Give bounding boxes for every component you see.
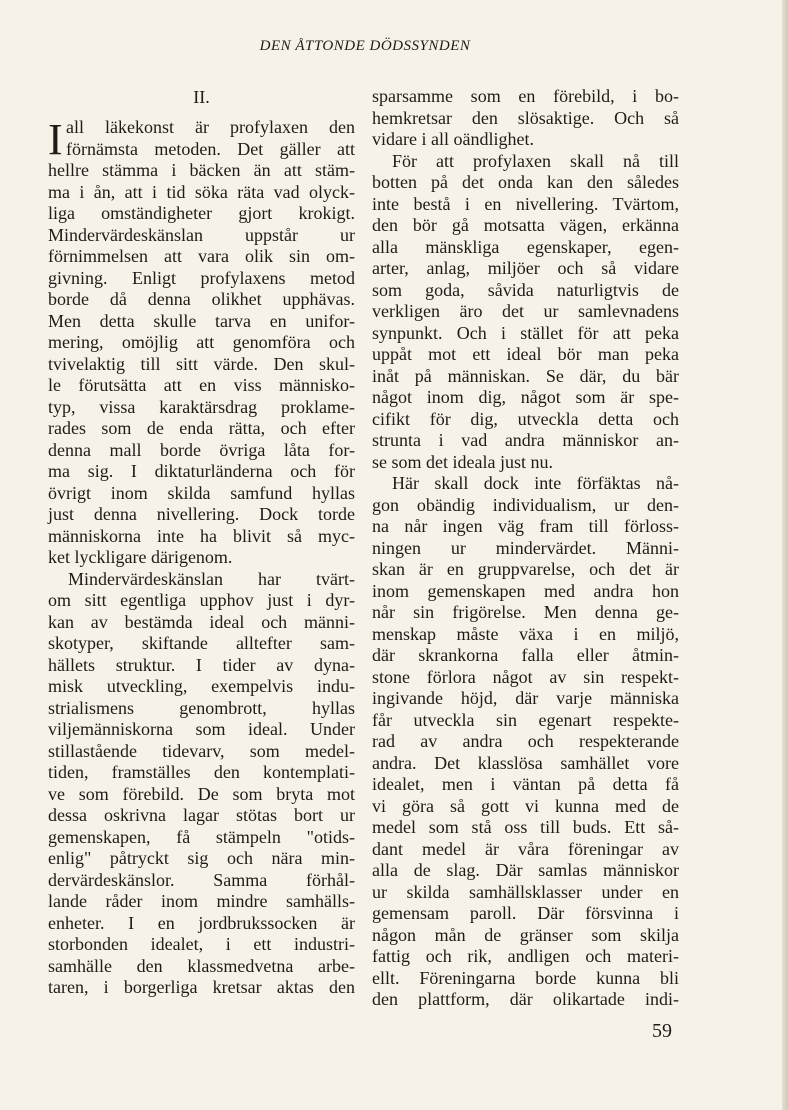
- text-line: vi göra så gott vi kunna med de: [372, 795, 679, 816]
- text-line: alla mänskliga egenskaper, egen-: [372, 236, 679, 257]
- text-line: dessa oskrivna lagar stötas bort ur: [48, 805, 355, 825]
- text-line: inåt på människan. Se där, du bär: [372, 365, 679, 386]
- text-line: ur skilda samhällsklasser under en: [372, 881, 679, 902]
- text-line: hellre stämma i bäcken än att stäm-: [48, 160, 355, 180]
- text-line: rades som de enda rätta, och efter: [48, 418, 355, 438]
- text-line: idealet, men i väntan på detta få: [372, 774, 679, 794]
- text-line: stillastående tidevarv, som medel-: [48, 740, 355, 761]
- text-line: medel som stå oss till buds. Ett så-: [372, 817, 679, 837]
- text-line: fattig och rik, andligen och materi-: [372, 946, 679, 966]
- text-line: enheter. I en jordbrukssocken är: [48, 912, 355, 933]
- paragraph: [372, 86, 679, 151]
- text-line: där skrankorna falla eller åtmin-: [372, 645, 679, 665]
- text-line: gon obändig individualism, ur den-: [372, 494, 679, 515]
- section-number: II.: [193, 87, 210, 107]
- paragraph: [48, 569, 355, 999]
- text-line: Mindervärdeskänslan uppstår ur: [48, 224, 355, 245]
- text-line: den plattform, där olikartade indi-: [372, 989, 679, 1009]
- text-line: givning. Enligt profylaxens metod: [48, 267, 355, 288]
- text-line: lande råder inom mindre samhälls-: [48, 891, 355, 911]
- text-line: taren, i borgerliga kretsar aktas den: [48, 977, 355, 997]
- text-line: borde då denna olikhet upphävas.: [48, 289, 355, 309]
- left-column: [48, 117, 355, 999]
- text-line: förnämsta metoden. Det gäller att: [66, 138, 355, 159]
- text-line: sparsamme som en förebild, i bo-: [372, 86, 679, 106]
- text-line: se som det ideala just nu.: [372, 451, 553, 472]
- right-column: [372, 86, 679, 1011]
- running-header: DEN ÅTTONDE DÖDSSYNDEN: [259, 38, 471, 54]
- text-line: något inom dig, något som är spe-: [372, 387, 679, 407]
- paragraph: [48, 117, 355, 569]
- text-line: om sitt egentliga upphov just i dyr-: [48, 590, 355, 610]
- text-line: ingivande höjd, där varje människa: [372, 688, 679, 708]
- text-line: hemkretsar den slösaktige. Och så: [372, 107, 679, 128]
- text-line: ningen ur mindervärdet. Männi-: [372, 537, 679, 558]
- text-line: arter, anlag, miljöer och så vidare: [372, 258, 679, 278]
- text-line: mering, omöjlig att genomföra och: [48, 332, 355, 352]
- text-line: strunta i vad andra människor an-: [372, 430, 679, 450]
- text-line: den bör gå motsatta vägen, erkänna: [372, 215, 679, 235]
- text-line: Men detta skulle tarva en unifor-: [48, 310, 355, 331]
- text-line: all läkekonst är profylaxen den: [66, 117, 355, 137]
- text-line: kan av bestämda ideal och männi-: [48, 611, 355, 632]
- text-line: dervärdeskänslor. Samma förhål-: [48, 869, 355, 890]
- text-line: cifikt för dig, utveckla detta och: [372, 408, 679, 429]
- text-line: alla de slag. Där samlas människor: [372, 860, 679, 880]
- text-line: andra. Det klasslösa samhället vore: [372, 752, 679, 773]
- text-line: Mindervärdeskänslan har tvärt-: [68, 568, 355, 589]
- text-line: För att profylaxen skall nå till: [392, 150, 679, 171]
- text-line: storbonden idealet, i ett industri-: [48, 934, 355, 954]
- text-line: skotyper, skiftande alltefter sam-: [48, 633, 355, 653]
- text-line: stone förlora något av sin respekt-: [372, 666, 679, 687]
- text-line: vidare i all oändlighet.: [372, 129, 534, 149]
- text-line: verkligen äro det ur samlevnadens: [372, 301, 679, 321]
- text-line: just denna nivellering. Dock torde: [48, 504, 355, 524]
- text-line: hällets struktur. I tider av dyna-: [48, 654, 355, 675]
- text-line: uppåt mot ett ideal bör man peka: [372, 344, 679, 364]
- text-line: enlig" påtryckt sig och nära min-: [48, 848, 355, 868]
- text-line: ma i ån, att i tid söka räta vad olyck-: [48, 181, 355, 202]
- paragraph: [372, 151, 679, 474]
- text-line: gemenskapen, få stämpeln "otids-: [48, 826, 355, 847]
- text-line: menskap måste växa i en miljö,: [372, 623, 679, 644]
- text-line: ve som förebild. De som bryta mot: [48, 783, 355, 804]
- text-line: botten på det onda kan den således: [372, 172, 679, 192]
- drop-cap: I: [48, 115, 63, 164]
- text-line: som goda, såvida naturligtvis de: [372, 279, 679, 300]
- text-line: övrigt inom skilda samfund hyllas: [48, 482, 355, 503]
- text-line: människorna inte ha blivit så myc-: [48, 525, 355, 546]
- text-line: gemensam paroll. Där försvinna i: [372, 903, 679, 923]
- text-line: ket lyckligare därigenom.: [48, 547, 233, 567]
- text-line: misk utveckling, exempelvis indu-: [48, 676, 355, 696]
- text-line: inom gemenskapen med andra hon: [372, 580, 679, 601]
- text-line: samhälle den klassmedvetna arbe-: [48, 955, 355, 976]
- text-line: le förutsätta att en viss människo-: [48, 375, 355, 395]
- text-line: når sin frigörelse. Men denna ge-: [372, 602, 679, 622]
- text-line: liga omständigheter gjort krokigt.: [48, 203, 355, 223]
- text-line: viljemänniskorna som ideal. Under: [48, 719, 355, 739]
- text-line: dant medel är våra föreningar av: [372, 838, 679, 859]
- paragraph: [372, 473, 679, 1011]
- text-line: synpunkt. Och i stället för att peka: [372, 322, 679, 343]
- text-line: skan är en gruppvarelse, och det är: [372, 559, 679, 579]
- text-line: denna mall borde övriga låta for-: [48, 439, 355, 460]
- text-line: rad av andra och respekterande: [372, 731, 679, 751]
- text-line: ma sig. I diktaturländerna och för: [48, 461, 355, 481]
- text-line: tiden, framställes den kontemplati-: [48, 762, 355, 782]
- text-line: förnimmelsen att vara olik sin om-: [48, 246, 355, 266]
- text-line: inte bestå i en nivellering. Tvärtom,: [372, 193, 679, 214]
- text-line: strialismens genombrott, hyllas: [48, 697, 355, 718]
- page-number: 59: [652, 1020, 672, 1042]
- text-line: typ, vissa karaktärsdrag proklame-: [48, 396, 355, 417]
- text-line: får utveckla sin egenart respekte-: [372, 709, 679, 730]
- text-line: ellt. Föreningarna borde kunna bli: [372, 967, 679, 988]
- page-edge-shadow: [782, 0, 788, 1110]
- text-line: någon mån de gränser som skilja: [372, 924, 679, 945]
- text-line: Här skall dock inte förfäktas nå-: [392, 473, 679, 493]
- text-line: tvivelaktig till sitt värde. Den skul-: [48, 353, 355, 374]
- text-line: na når ingen väg fram till förloss-: [372, 516, 679, 536]
